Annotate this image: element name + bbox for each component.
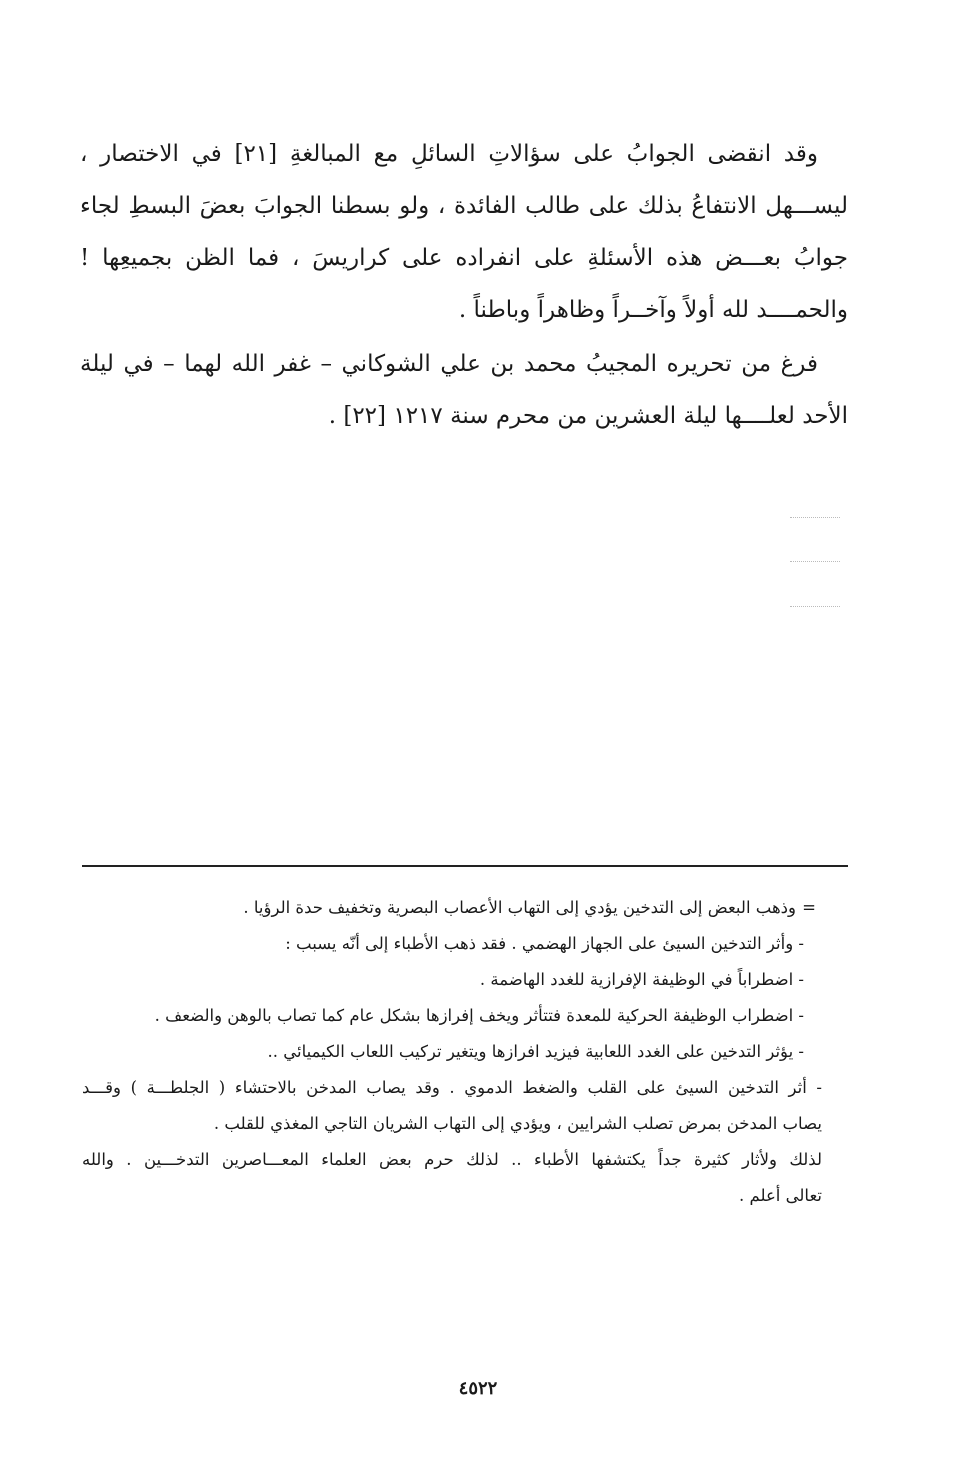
footnote-line: لذلك ولأثار كثيرة جداً يكتشفها الأطباء .. لذلك حرم بعض العلماء المعـــاصرين التدخـــين . والله bbox=[82, 1150, 822, 1169]
footnote-line: - أثر التدخين السيئ على القلب والضغط الدموي . وقد يصاب المدخن بالاحتشاء ( الجلطـــة ) وقـــد bbox=[82, 1078, 822, 1097]
main-text-block bbox=[80, 128, 848, 444]
footnote-separator bbox=[82, 865, 848, 867]
footnote-line: - اضطراباً في الوظيفة الإفرازية للغدد الهاضمة . bbox=[479, 970, 804, 989]
footnote-line bbox=[82, 890, 822, 926]
footnote-line: تعالى أعلم . bbox=[739, 1186, 822, 1205]
page-number: ٤٥٢٢ bbox=[458, 1378, 498, 1399]
footnote-text: وذهب البعض إلى التدخين يؤدي إلى التهاب الأعصاب البصرية وتخفيف حدة الرؤيا . bbox=[243, 898, 796, 917]
faint-dotted-mark bbox=[790, 561, 840, 563]
faint-dotted-mark bbox=[790, 606, 840, 608]
faint-dotted-mark bbox=[790, 517, 840, 519]
footnote-line: - وأثر التدخين السيئ على الجهاز الهضمي . فقد ذهب الأطباء إلى أنّه يسبب : bbox=[285, 934, 804, 953]
footnote-line: يصاب المدخن بمرض تصلب الشرايين ، ويؤدي إلى التهاب الشريان التاجي المغذي للقلب . bbox=[213, 1114, 822, 1133]
colophon-paragraph: فرغ من تحريره المجيبُ محمد بن علي الشوكاني – غفر الله لهما – في ليلة الأحد لعلــــها ليلة العشرين من محرم سنة ١٢١٧ [٢٢] . bbox=[80, 351, 848, 429]
footnote-line: - اضطراب الوظيفة الحركية للمعدة فتتأثر ويخف إفرازها بشكل عام كما تصاب بالوهن والضعف . bbox=[154, 1006, 804, 1025]
footnotes-block bbox=[82, 890, 822, 1214]
footnote-line: - يؤثر التدخين على الغدد اللعابية فيزيد افرازها ويتغير تركيب اللعاب الكيميائي .. bbox=[267, 1042, 804, 1061]
closing-paragraph: وقد انقضى الجوابُ على سؤالاتِ السائلِ مع المبالغةِ [٢١] في الاختصار ، ليســـهل الانتفاعُ بذلك على طالب الفائدة ، ولو بسطنا الجوابَ بعضَ البسطِ لجاء جوابُ بعـــض هذه الأسئلةِ على انفراده على كراريسَ ، فما الظن بجميعِها ! والحمــــد لله أولاً وآخــراً وظاهراً وباطناً . bbox=[80, 141, 848, 323]
continuation-marker: = bbox=[802, 898, 816, 917]
